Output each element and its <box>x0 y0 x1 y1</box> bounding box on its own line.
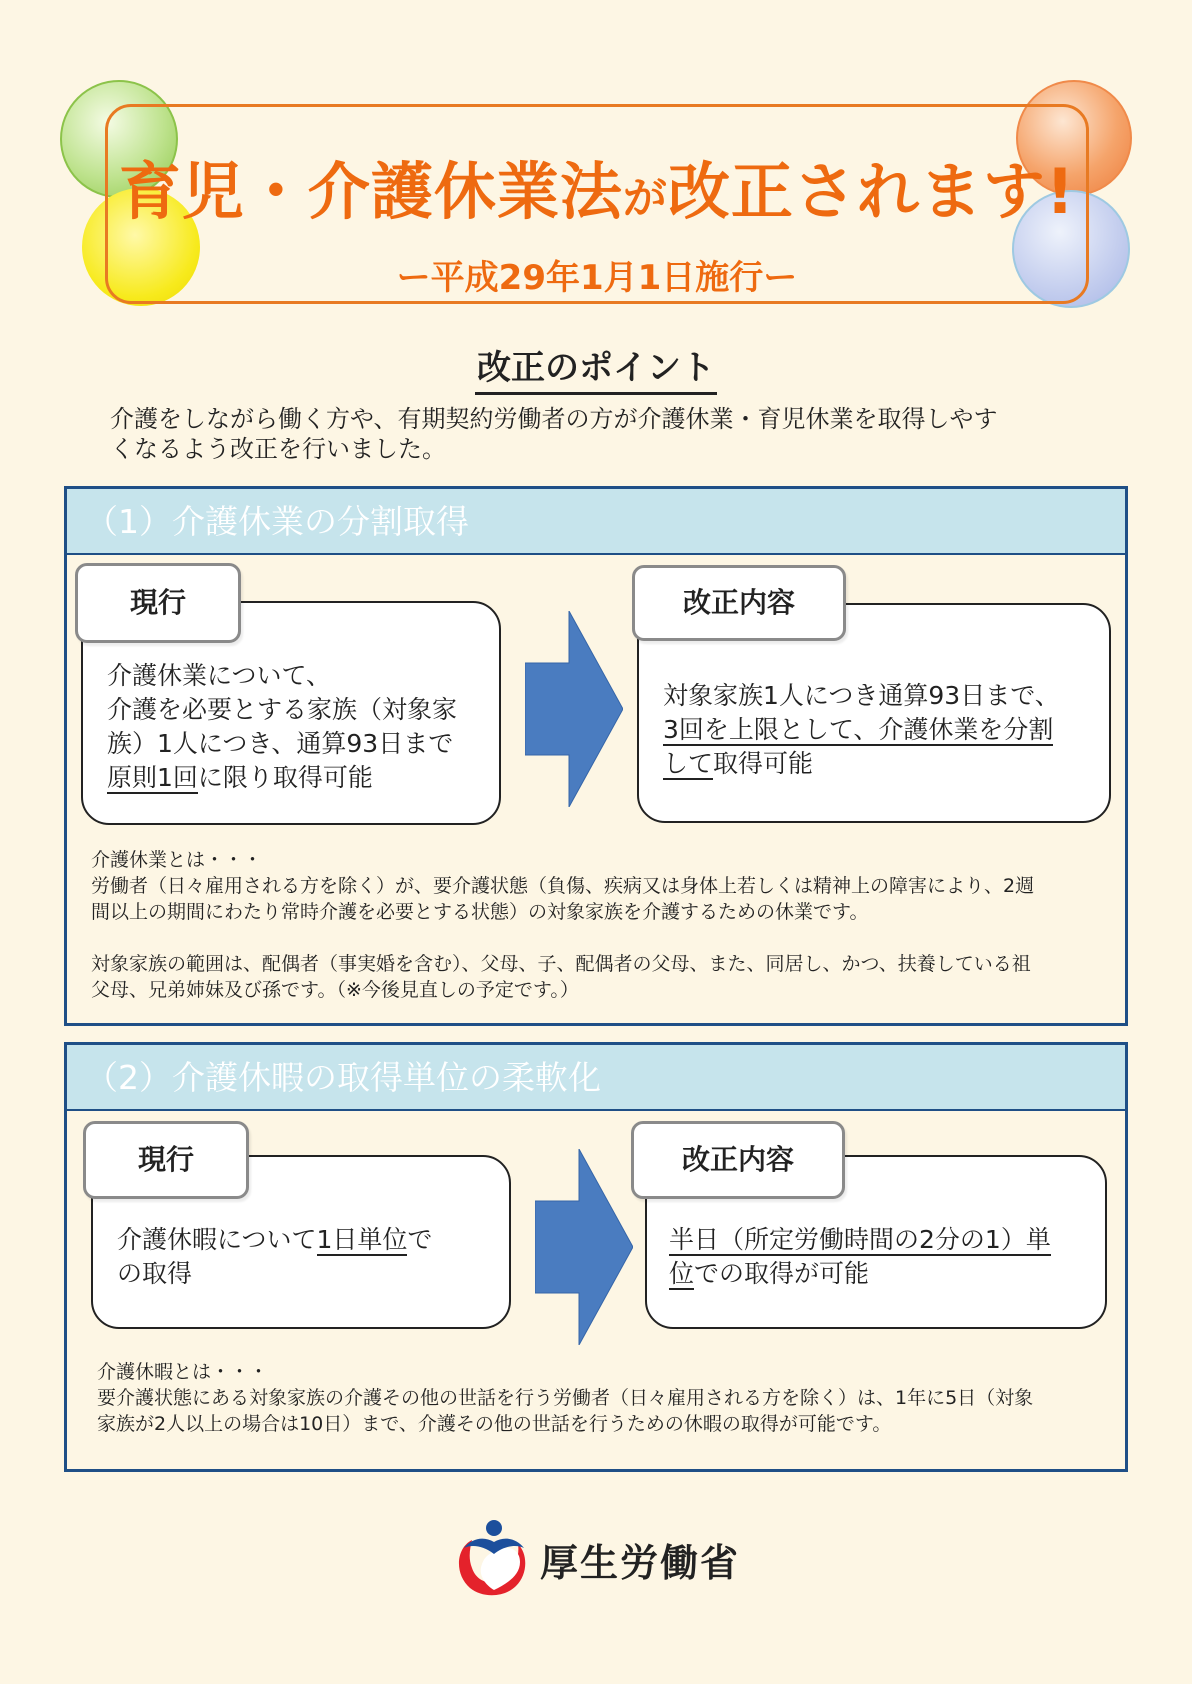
title-part1: 育児・介護休業法 <box>118 155 623 228</box>
tab-revised: 改正内容 <box>631 1121 845 1199</box>
note-line: 要介護状態にある対象家族の介護その他の世話を行う労働者（日々雇用される方を除く）は、1年に5日（対象 <box>97 1387 1034 1409</box>
section-divided-leave <box>64 486 1128 1026</box>
box-line: 介護を必要とする家族（対象家 <box>107 695 458 724</box>
note-title: 介護休暇とは・・・ <box>97 1361 269 1383</box>
section-heading: （2）介護休暇の取得単位の柔軟化 <box>67 1045 1125 1111</box>
arrow-right-icon <box>535 1149 633 1345</box>
note-holiday-definition <box>97 1359 1117 1437</box>
note-line: 家族が2人以上の場合は10日）まで、介護その他の世話を行うための休暇の取得が可能です。 <box>97 1413 892 1435</box>
tab-revised: 改正内容 <box>632 565 846 641</box>
title-part2: が <box>622 173 668 224</box>
section-heading: （1）介護休業の分割取得 <box>67 489 1125 555</box>
page-title <box>105 142 1089 231</box>
note-line: 対象家族の範囲は、配偶者（事実婚を含む）、父母、子、配偶者の父母、また、同居し、かつ、扶養している祖 <box>91 953 1031 975</box>
points-heading <box>0 340 1192 389</box>
box-line: に限り取得可能 <box>197 763 373 792</box>
ministry-name: 厚生労働省 <box>540 1541 741 1585</box>
underlined-text: 位 <box>669 1259 695 1288</box>
effective-date: ー平成29年1月1日施行ー <box>396 258 798 298</box>
intro-line: 介護をしながら働く方や、有期契約労働者の方が介護休業・育児休業を取得しやす <box>110 405 998 433</box>
note-line: 父母、兄弟姉妹及び孫です。（※今後見直しの予定です。） <box>91 979 579 1001</box>
box-line: 族）1人につき、通算93日まで <box>107 729 454 758</box>
intro-line: くなるよう改正を行いました。 <box>110 435 446 463</box>
points-heading-text: 改正のポイント <box>475 348 717 395</box>
box-line: 介護休暇について <box>117 1225 317 1254</box>
intro-text <box>110 404 1100 464</box>
box-line: 介護休業について、 <box>107 661 332 690</box>
underlined-text: して <box>663 749 714 778</box>
box-line: の取得 <box>117 1259 193 1288</box>
note-title: 介護休業とは・・・ <box>91 849 263 871</box>
underlined-text: 半日（所定労働時間の2分の1）単 <box>669 1225 1051 1254</box>
box-line: での取得が可能 <box>694 1259 870 1288</box>
tab-current: 現行 <box>83 1121 249 1199</box>
ministry-logo-icon <box>454 1518 532 1598</box>
underlined-text: 3回を上限として、介護休業を分割 <box>663 715 1054 744</box>
note-line: 間以上の期間にわたり常時介護を必要とする状態）の対象家族を介護するための休業です。 <box>91 901 869 923</box>
note-line: 労働者（日々雇用される方を除く）が、要介護状態（負傷、疾病又は身体上若しくは精神上の障害により、2週 <box>91 875 1035 897</box>
arrow-right-icon <box>525 611 623 807</box>
note-leave-definition <box>91 847 1111 1003</box>
box-line: 対象家族1人につき通算93日まで、 <box>663 681 1060 710</box>
tab-current: 現行 <box>75 563 241 643</box>
title-part3: 改正されます! <box>667 155 1076 228</box>
underlined-text: 1日単位 <box>316 1225 408 1254</box>
underlined-text: 原則1回 <box>107 763 198 792</box>
box-line: で <box>407 1225 433 1254</box>
box-line: 取得可能 <box>713 749 814 778</box>
section-flexible-unit <box>64 1042 1128 1472</box>
